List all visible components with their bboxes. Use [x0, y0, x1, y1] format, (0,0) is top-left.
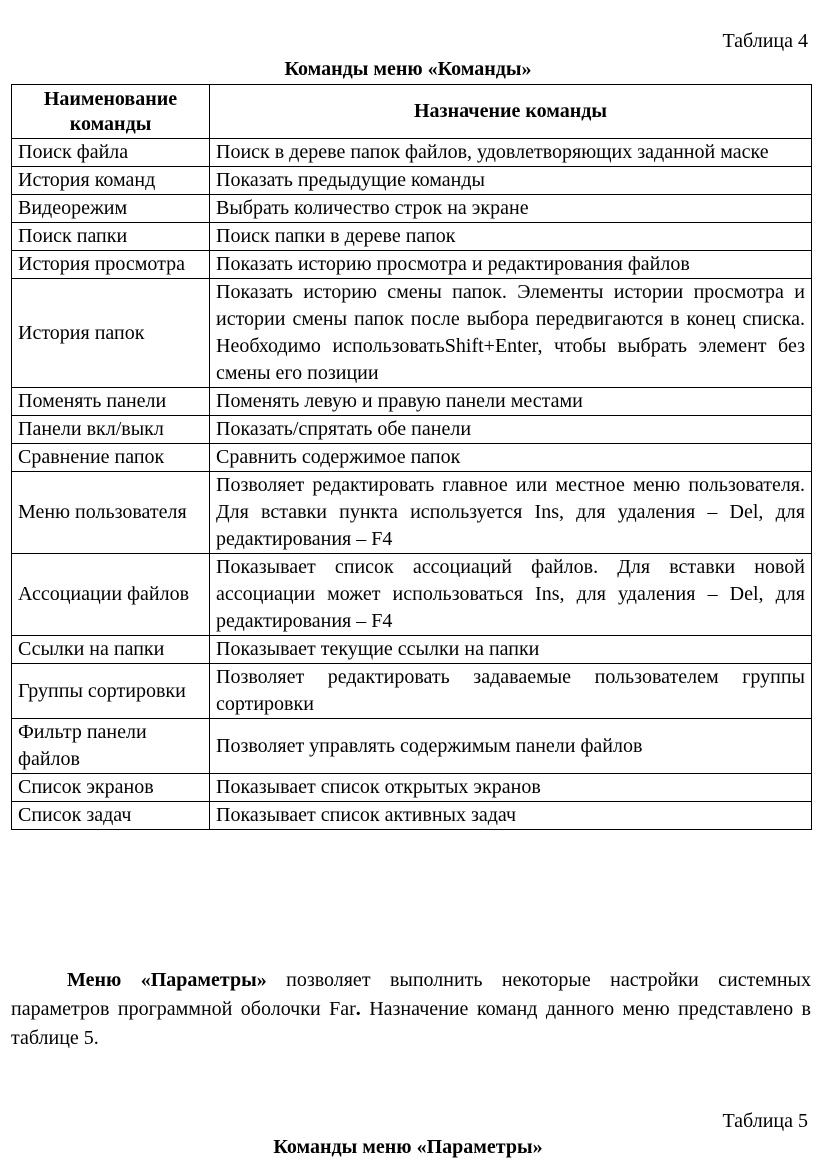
- table-row: [12, 279, 812, 388]
- command-purpose-cell: Позволяет редактировать задаваемые пользователем группы сортировки: [210, 664, 812, 719]
- command-purpose-cell: Показывает список открытых экранов: [210, 774, 812, 802]
- paragraph-text-1: позволяет выполнить некоторые настройки системных параметров программной оболочки Far: [11, 969, 811, 1020]
- command-purpose-cell: Поиск папки в дереве папок: [210, 223, 812, 251]
- table-5-number: Таблица 5: [722, 1110, 808, 1132]
- table-row: [12, 664, 812, 719]
- command-name-cell: История команд: [12, 167, 210, 195]
- header-command-purpose: Назначение команды: [210, 85, 812, 139]
- command-purpose-cell: Показать/спрятать обе панели: [210, 416, 812, 444]
- table-row: [12, 388, 812, 416]
- body-paragraph: [11, 966, 811, 1053]
- table-header-row: [12, 85, 812, 139]
- command-purpose-cell: Показывает список ассоциаций файлов. Для вставки новой ассоциации может использоваться Ins, для удаления – Del, для редактирования – F4: [210, 554, 812, 636]
- table-row: [12, 774, 812, 802]
- command-purpose-cell: Поменять левую и правую панели местами: [210, 388, 812, 416]
- table-row: [12, 251, 812, 279]
- command-purpose-cell: Выбрать количество строк на экране: [210, 195, 812, 223]
- table-row: [12, 802, 812, 830]
- command-purpose-cell: Показывает список активных задач: [210, 802, 812, 830]
- command-name-cell: История папок: [12, 279, 210, 388]
- table-row: [12, 554, 812, 636]
- command-name-cell: Ассоциации файлов: [12, 554, 210, 636]
- table-row: [12, 444, 812, 472]
- command-name-cell: Список экранов: [12, 774, 210, 802]
- command-purpose-cell: Показать историю просмотра и редактирования файлов: [210, 251, 812, 279]
- commands-table: [11, 84, 812, 830]
- command-name-cell: Видеорежим: [12, 195, 210, 223]
- command-purpose-cell: Сравнить содержимое папок: [210, 444, 812, 472]
- table-row: [12, 472, 812, 554]
- command-name-cell: Список задач: [12, 802, 210, 830]
- command-name-cell: Меню пользователя: [12, 472, 210, 554]
- command-name-cell: Поиск папки: [12, 223, 210, 251]
- command-purpose-cell: Позволяет редактировать главное или местное меню пользователя. Для вставки пункта используется Ins, для удаления – Del, для редактирования – F4: [210, 472, 812, 554]
- command-name-cell: Ссылки на папки: [12, 636, 210, 664]
- table-row: [12, 139, 812, 167]
- paragraph-text-2: Назначение команд данного меню представлено в таблице 5.: [11, 998, 811, 1049]
- table-row: [12, 195, 812, 223]
- command-name-cell: Панели вкл/выкл: [12, 416, 210, 444]
- command-name-cell: Фильтр панели файлов: [12, 719, 210, 774]
- table-row: [12, 719, 812, 774]
- table-row: [12, 167, 812, 195]
- header-command-name: Наименование команды: [12, 85, 210, 139]
- table-4-title: Команды меню «Команды»: [284, 58, 532, 80]
- command-purpose-cell: Позволяет управлять содержимым панели файлов: [210, 719, 812, 774]
- command-name-cell: Группы сортировки: [12, 664, 210, 719]
- table-row: [12, 223, 812, 251]
- command-name-cell: Поиск файла: [12, 139, 210, 167]
- command-name-cell: Сравнение папок: [12, 444, 210, 472]
- command-purpose-cell: Показать историю смены папок. Элементы истории просмотра и истории смены папок после выбора передвигаются в конец списка. Необходимо использоватьShift+Enter, чтобы выбрать элемент без смены его позиции: [210, 279, 812, 388]
- command-purpose-cell: Поиск в дереве папок файлов, удовлетворяющих заданной маске: [210, 139, 812, 167]
- paragraph-dot: .: [355, 998, 361, 1020]
- table-4-number: Таблица 4: [722, 30, 808, 52]
- command-purpose-cell: Показать предыдущие команды: [210, 167, 812, 195]
- command-name-cell: Поменять панели: [12, 388, 210, 416]
- table-row: [12, 636, 812, 664]
- command-name-cell: История просмотра: [12, 251, 210, 279]
- paragraph-lead: Меню «Параметры»: [67, 969, 267, 991]
- command-purpose-cell: Показывает текущие ссылки на папки: [210, 636, 812, 664]
- table-row: [12, 416, 812, 444]
- table-5-title: Команды меню «Параметры»: [273, 1136, 543, 1158]
